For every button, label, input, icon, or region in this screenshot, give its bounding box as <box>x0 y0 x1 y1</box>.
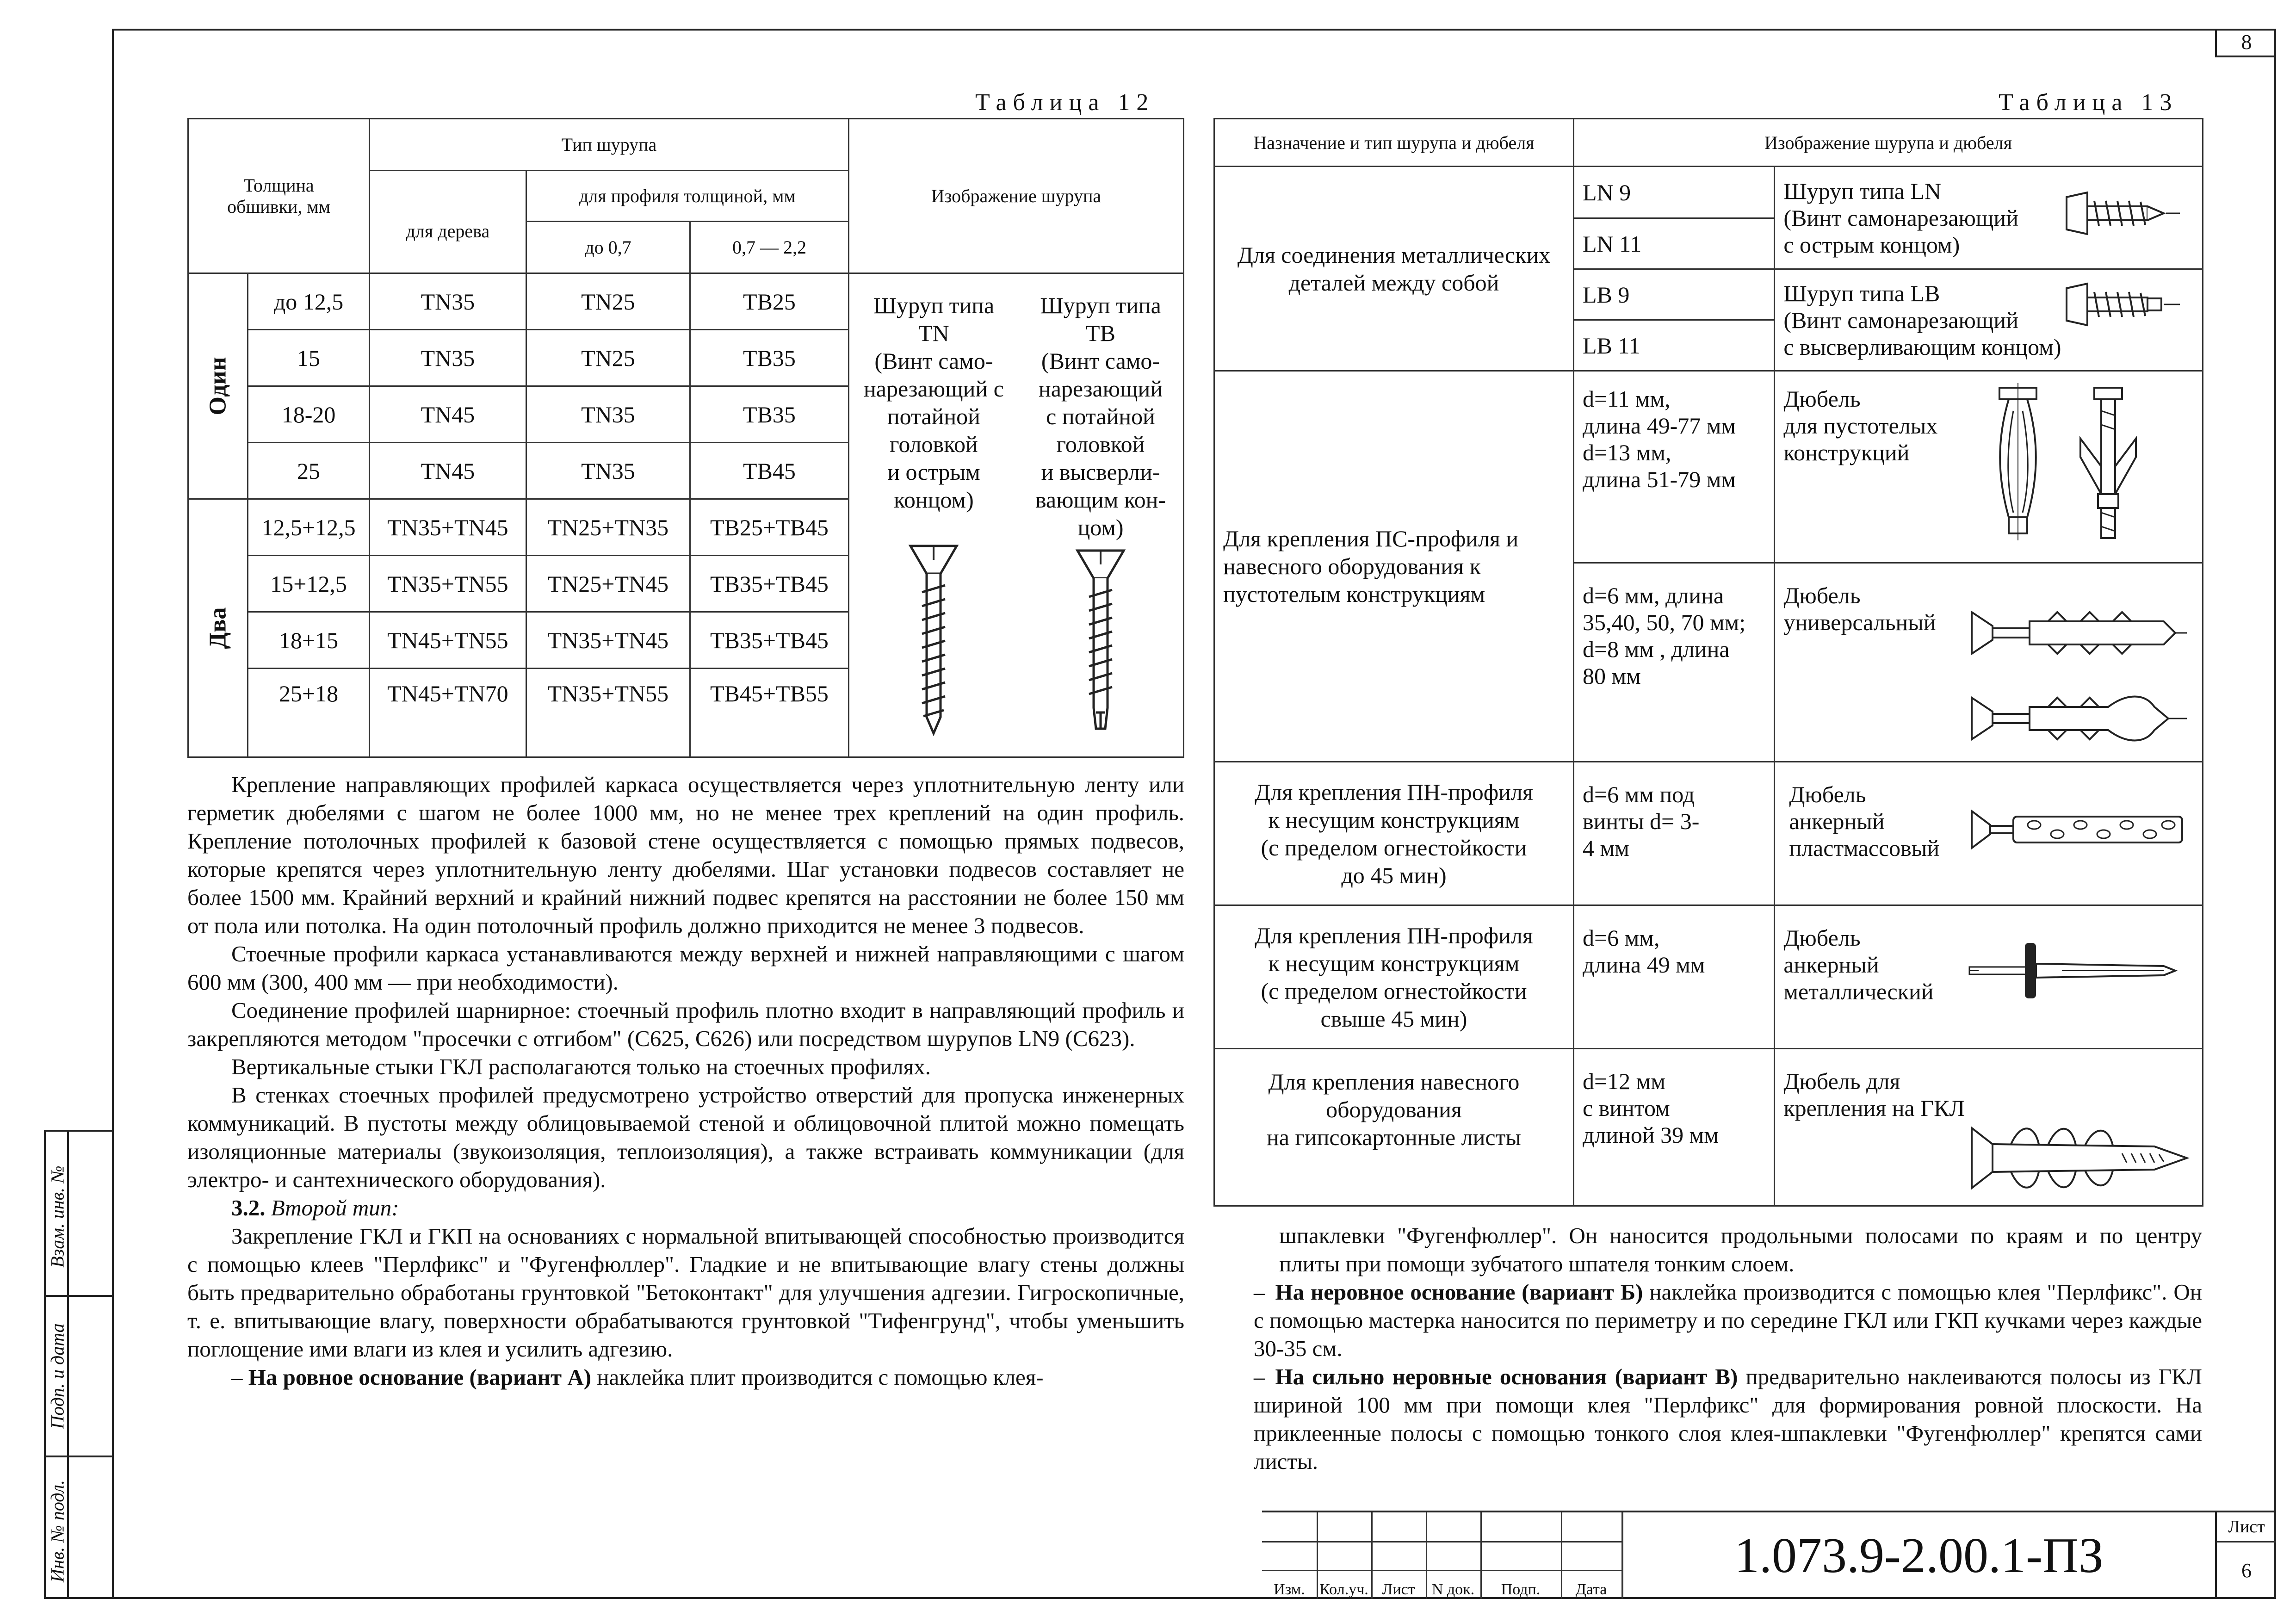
tb-desc-line: с потайной <box>1046 403 1155 429</box>
size-line: 80 мм <box>1582 663 1641 689</box>
table13-r5-size <box>1573 1049 1774 1206</box>
section-number: 3.2. <box>231 1195 266 1220</box>
table12-header-wood: для дерева <box>370 171 526 273</box>
title-block-grid <box>1262 1512 1623 1599</box>
size-line: d=8 мм , длина <box>1582 636 1730 662</box>
paragraph: Закрепление ГКЛ и ГКП на основаниях с нормальной впитывающей способностью производится с помощью клеев "Перлфикс" и "Фугенфюллер". Гладкие и не впитывающие влагу стены должны быть предварительно обработаны грунтовкой "Бетоконтакт" для улучшения адгезии. Гигроскопичные, т. е. впитывающие влагу, поверхности обрабатываются грунтовкой "Тифенгрунд", чтобы уменьшить поглощение ими влаги из клея и усилить адгезию. <box>187 1223 1184 1362</box>
purpose-line: (с пределом огнестойкости <box>1261 978 1527 1004</box>
table13-r2a-size <box>1573 371 1774 563</box>
table12-caption: Таблица 12 <box>975 89 1155 116</box>
desc-line: Дюбель <box>1783 582 1861 608</box>
table12-cell: TB25+TB45 <box>690 499 849 556</box>
table13-code: LB 11 <box>1573 320 1774 371</box>
table12-image-tn <box>848 273 1018 757</box>
section-title: Второй тип: <box>271 1195 399 1220</box>
tn-desc-line: головкой <box>890 431 978 457</box>
lb-desc-line: с высверливающим концом) <box>1783 334 2061 360</box>
dash: – <box>1254 1364 1265 1389</box>
title-label-podp: Подп. <box>1501 1581 1541 1598</box>
table12-group-two-label: Два <box>204 607 231 649</box>
table12-cell: TB25 <box>690 273 849 330</box>
table13-r3-size <box>1573 762 1774 905</box>
purpose-line: свыше 45 мин) <box>1320 1005 1467 1032</box>
table12-cell: TB35 <box>690 330 849 386</box>
dash: – <box>231 1364 243 1390</box>
desc-line: конструкций <box>1783 440 1910 465</box>
side-stamp-divider <box>46 1456 112 1457</box>
title-label-ndoc: N док. <box>1431 1581 1475 1598</box>
table13-r2-purpose: Для крепления ПС-профиля и навесного оборудования к пустотелым конструкциям <box>1214 371 1574 762</box>
purpose-line: на гипсокартонные листы <box>1266 1124 1522 1150</box>
size-line: винты d= 3- <box>1582 808 1700 834</box>
title-block <box>1262 1511 2276 1601</box>
desc-line: пластмассовый <box>1789 835 1940 861</box>
size-line: d=6 мм, длина <box>1582 582 1724 608</box>
table13-r5-purpose <box>1214 1049 1574 1206</box>
dash: – <box>1254 1279 1265 1305</box>
metal-anchor-dowel-icon <box>1969 938 2178 1003</box>
side-label-podp: Подп. и дата <box>47 1323 68 1429</box>
variant-b-title: На неровное основание (вариант Б) <box>1275 1279 1643 1305</box>
universal-dowel-expanded-icon <box>1969 691 2187 746</box>
purpose-line: до 45 мин) <box>1341 862 1447 888</box>
table12-cell: 18+15 <box>248 612 370 669</box>
table12-cell: TB35+TB45 <box>690 612 849 669</box>
tb-desc-line: нарезающий <box>1038 376 1163 402</box>
paragraph: Крепление направляющих профилей каркаса осуществляется через уплотнительную ленту или герметик дюбелями с шагом не более 1000 мм, но не менее трех креплений на один профиль. Крепление потолочных профилей к базовой стене осуществляется с помощью прямых подвесов, которые крепятся через уплотнительную ленту дюбелями. Шаг установки подвесов составляет не более 1500 мм. Крайний верхний и крайний нижний подвес крепятся на расстоянии не более 150 мм от пола или потолка. На один потолочный профиль должно приходится не менее 3 подвесов. <box>187 772 1184 938</box>
size-line: 35,40, 50, 70 мм; <box>1582 609 1746 635</box>
table12-cell: TB45+TB55 <box>690 669 849 757</box>
table12-header-thickness: Толщина обшивки, мм <box>188 119 370 273</box>
variant-b-text: наклейка производится с помощью клея "Перлфикс". Он с помощью мастерка наносится по периметру и по середине ГКЛ или ГКП кучками через каждые 30-35 см. <box>1254 1279 2202 1361</box>
table13-caption: Таблица 13 <box>1999 89 2178 116</box>
table12-header-profile: для профиля толщиной, мм <box>526 171 848 222</box>
table12-cell: TN35+TN55 <box>526 669 690 757</box>
desc-line: универсальный <box>1783 609 1936 635</box>
tb-desc-line: и высверли- <box>1041 459 1160 485</box>
table-12 <box>187 118 1184 758</box>
tb-desc-line: Шуруп типа <box>1040 292 1161 318</box>
tn-desc-line: нарезающий с <box>864 376 1004 402</box>
tb-desc-line: цом) <box>1077 514 1124 540</box>
top-sheet-number: 8 <box>2215 29 2276 57</box>
table13-r2b-image <box>1775 563 2203 762</box>
size-line: d=11 мм, <box>1582 386 1671 412</box>
side-stamp-divider <box>46 1295 112 1297</box>
tn-desc-line: Шуруп типа <box>873 292 995 318</box>
table12-cell: 18-20 <box>248 386 370 443</box>
table13-ln-cell <box>1775 167 2203 269</box>
grid-line <box>1262 1541 1623 1542</box>
table12-cell: TN45+TN55 <box>370 612 526 669</box>
desc-line: Дюбель для <box>1783 1068 1900 1094</box>
size-line: d=12 мм <box>1582 1068 1665 1094</box>
tn-desc-line: TN <box>918 320 949 346</box>
table12-header-screw-type: Тип шурупа <box>370 119 849 171</box>
table12-cell: TN35 <box>370 273 526 330</box>
table12-cell: TN35+TN55 <box>370 556 526 612</box>
ln-desc-line: Шуруп типа LN <box>1783 178 1942 204</box>
purpose-line: к несущим конструкциям <box>1268 806 1520 833</box>
table13-r1-purpose: Для соединения металлических деталей между собой <box>1214 167 1574 371</box>
table12-group-one-label: Один <box>204 357 231 415</box>
tn-desc-line: концом) <box>894 487 974 513</box>
desc-line: Дюбель <box>1783 925 1861 951</box>
table-13 <box>1213 118 2203 1207</box>
side-label-vzam: Взам. инв. № <box>47 1165 68 1268</box>
sheet-label: Лист <box>2217 1512 2276 1542</box>
title-label-list: Лист <box>1382 1581 1415 1598</box>
right-body-text <box>1254 1221 2202 1475</box>
table12-cell: 12,5+12,5 <box>248 499 370 556</box>
table13-r3-purpose <box>1214 762 1574 905</box>
size-line: d=13 мм, <box>1582 440 1671 465</box>
variant-c-text: предварительно наклеиваются полосы из ГКЛ шириной 100 мм при помощи клея "Перлфикс" для формирования ровной плоскости. На приклеенные полосы с помощью тонкого слоя клея-шпаклевки "Фугенфюллер" крепятся сами листы. <box>1254 1364 2202 1474</box>
paragraph: Стоечные профили каркаса устанавливаются между верхней и нижней направляющими с шагом 600 мм (300, 400 мм — при необходимости). <box>187 941 1184 995</box>
table12-header-upto: до 0,7 <box>526 222 690 273</box>
desc-line: Дюбель <box>1789 781 1866 807</box>
purpose-line: Для крепления ПН-профиля <box>1255 922 1533 948</box>
size-line: d=6 мм, <box>1582 925 1660 951</box>
hollow-wall-dowel-icon <box>1995 383 2041 540</box>
desc-line: металлический <box>1783 979 1934 1004</box>
table12-cell: TN45 <box>370 443 526 499</box>
table13-r4-size <box>1573 905 1774 1049</box>
left-body-text <box>187 770 1184 1391</box>
table12-cell: TB35+TB45 <box>690 556 849 612</box>
ln-desc-line: (Винт самонарезающий <box>1783 204 2018 231</box>
table12-cell: 15+12,5 <box>248 556 370 612</box>
table13-code: LB 9 <box>1573 269 1774 320</box>
table12-cell: TN35 <box>526 386 690 443</box>
paragraph-variant-c <box>1254 1363 2202 1475</box>
tb-desc-line: (Винт само- <box>1041 348 1160 374</box>
grid-line <box>1262 1570 1623 1571</box>
table12-cell: TN25 <box>526 273 690 330</box>
size-line: с винтом <box>1582 1095 1670 1121</box>
table12-header-image: Изображение шурупа <box>848 119 1183 273</box>
table12-cell: TN35 <box>526 443 690 499</box>
tb-screw-icon <box>1073 546 1128 731</box>
tb-desc-line: головкой <box>1056 431 1145 457</box>
table12-group-two <box>188 499 248 757</box>
purpose-line: к несущим конструкциям <box>1268 950 1520 976</box>
lb-desc-line: Шуруп типа LB <box>1783 280 1940 306</box>
table13-r4-image <box>1775 905 2203 1049</box>
table12-cell: TN35+TN45 <box>526 612 690 669</box>
desc-line: для пустотелых <box>1783 413 1938 439</box>
table12-cell: TN25+TN35 <box>526 499 690 556</box>
table13-r3-image <box>1775 762 2203 905</box>
size-line: длиной 39 мм <box>1582 1122 1719 1148</box>
plastic-anchor-dowel-icon <box>1969 806 2187 853</box>
paragraph: В стенках стоечных профилей предусмотрено устройство отверстий для пропуска инженерных коммуникаций. В пустоты между облицовываемой стеной и облицовочной плитой можно помещать изоляционные материалы (звукоизоляция, теплоизоляция), а также встраивать коммуникации (для электро- и сантехнического оборудования). <box>187 1082 1184 1192</box>
table12-cell: TN35 <box>370 330 526 386</box>
table12-cell: TN45 <box>370 386 526 443</box>
paragraph-variant-a <box>187 1363 1184 1391</box>
table13-lb-cell <box>1775 269 2203 371</box>
lb-screw-icon <box>2062 279 2182 330</box>
desc-line: крепления на ГКЛ <box>1783 1095 1965 1121</box>
desc-line: анкерный <box>1783 952 1879 978</box>
document-code: 1.073.9-2.00.1-ПЗ <box>1734 1528 2104 1583</box>
table12-cell: 25 <box>248 443 370 499</box>
variant-a-text: наклейка плит производится с помощью клея- <box>591 1364 1044 1390</box>
purpose-line: (с пределом огнестойкости <box>1261 834 1527 861</box>
variant-a-title: На ровное основание (вариант А) <box>248 1364 592 1390</box>
size-line: длина 49-77 мм <box>1582 413 1736 439</box>
lb-desc-line: (Винт самонарезающий <box>1783 307 2018 333</box>
table13-code: LN 11 <box>1573 218 1774 269</box>
table12-cell: TN35+TN45 <box>370 499 526 556</box>
paragraph-variant-b <box>1254 1278 2202 1363</box>
desc-line: анкерный <box>1789 808 1885 834</box>
paragraph: Вертикальные стыки ГКЛ располагаются только на стоечных профилях. <box>231 1054 931 1079</box>
tn-desc-line: (Винт само- <box>874 348 993 374</box>
table12-cell: TN25+TN45 <box>526 556 690 612</box>
table12-image-tb <box>1018 273 1184 757</box>
table12-cell: 15 <box>248 330 370 386</box>
desc-line: Дюбель <box>1783 386 1861 412</box>
ln-screw-icon <box>2062 188 2182 239</box>
side-label-inv: Инв. № подл. <box>47 1480 68 1582</box>
table13-r2a-image <box>1775 371 2203 563</box>
table12-cell: TB45 <box>690 443 849 499</box>
table12-group-one <box>188 273 248 499</box>
size-line: d=6 мм под <box>1582 781 1695 807</box>
drywall-dowel-icon <box>1969 1123 2191 1193</box>
purpose-line: оборудования <box>1326 1096 1462 1122</box>
tb-desc-line: вающим кон- <box>1035 487 1166 513</box>
title-label-kolvo: Кол.уч. <box>1319 1581 1368 1598</box>
table13-r2b-size <box>1573 563 1774 762</box>
section-heading <box>187 1194 1184 1222</box>
table12-cell: TN45+TN70 <box>370 669 526 757</box>
table12-cell: до 12,5 <box>248 273 370 330</box>
table13-header-purpose: Назначение и тип шурупа и дюбеля <box>1214 119 1574 167</box>
purpose-line: Для крепления ПН-профиля <box>1255 779 1533 805</box>
table13-r5-image <box>1775 1049 2203 1206</box>
paragraph: Соединение профилей шарнирное: стоечный профиль плотно входит в направляющий профиль и закрепляются методом "просечки с отгибом" (С625, С626) или посредством шурупов LN9 (С623). <box>187 997 1184 1051</box>
universal-dowel-icon <box>1969 605 2187 661</box>
table13-header-image: Изображение шурупа и дюбеля <box>1573 119 2203 167</box>
size-line: длина 49 мм <box>1582 952 1705 978</box>
table12-cell: 25+18 <box>248 669 370 757</box>
table13-r4-purpose <box>1214 905 1574 1049</box>
sheet-number: 6 <box>2241 1559 2252 1582</box>
title-label-izm: Изм. <box>1274 1581 1305 1598</box>
paragraph: шпаклевки "Фугенфюллер". Он наносится продольными полосами по краям и по центру плиты при помощи зубчатого шпателя тонким слоем. <box>1279 1223 2202 1276</box>
variant-c-title: На сильно неровные основания (вариант В) <box>1275 1364 1738 1389</box>
ln-desc-line: с острым концом) <box>1783 231 1960 258</box>
title-label-data: Дата <box>1575 1581 1607 1598</box>
size-line: длина 51-79 мм <box>1582 466 1736 492</box>
table12-cell: TN25 <box>526 330 690 386</box>
side-stamp <box>44 1130 112 1599</box>
size-line: 4 мм <box>1582 835 1629 861</box>
purpose-line: Для крепления навесного <box>1268 1069 1520 1095</box>
tn-desc-line: потайной <box>887 403 980 429</box>
tn-desc-line: и острым <box>887 459 980 485</box>
tb-desc-line: TB <box>1086 320 1115 346</box>
table12-cell: TB35 <box>690 386 849 443</box>
table12-header-range: 0,7 — 2,2 <box>690 222 849 273</box>
table13-code: LN 9 <box>1573 167 1774 218</box>
hollow-wall-dowel-open-icon <box>2076 383 2141 540</box>
tn-screw-icon <box>906 541 961 736</box>
